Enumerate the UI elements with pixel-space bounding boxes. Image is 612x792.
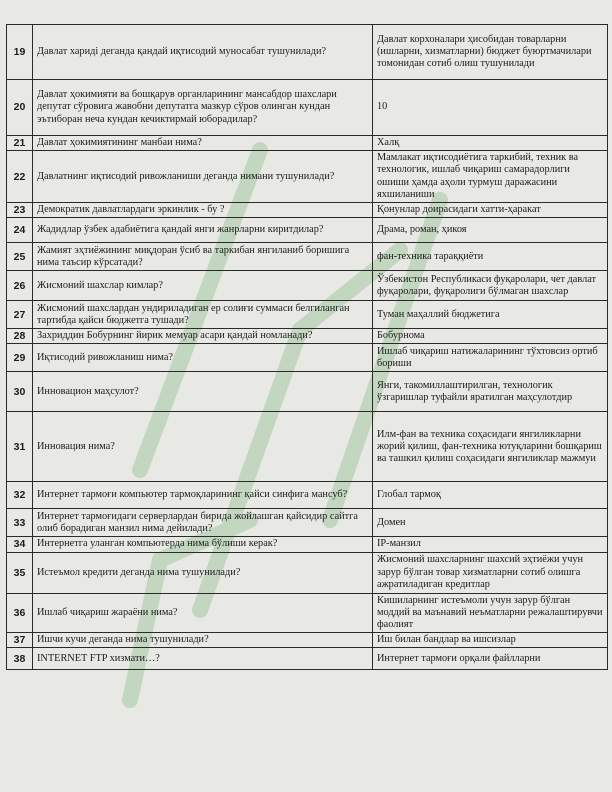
questions-table — [6, 24, 608, 670]
row-number: 29 — [7, 344, 33, 372]
question-cell: Давлатнинг иқтисодий ривожланиши деганда нимани тушунилади? — [33, 151, 373, 203]
row-number: 22 — [7, 151, 33, 203]
table-row — [7, 203, 608, 218]
answer-cell: Халқ — [373, 136, 608, 151]
table-row — [7, 372, 608, 412]
answer-cell: Янги, такомиллаштирилган, технологик ўзгаришлар туфайли яратилган маҳсулотдир — [373, 372, 608, 412]
question-cell: Истеъмол кредити деганда нима тушунилади? — [33, 552, 373, 593]
row-number: 32 — [7, 482, 33, 509]
question-cell: INTERNET FTP хизмати…? — [33, 648, 373, 670]
answer-cell: Глобал тармоқ — [373, 482, 608, 509]
question-cell: Жисмоний шахслар кимлар? — [33, 271, 373, 301]
answer-cell: Бобурнома — [373, 329, 608, 344]
row-number: 38 — [7, 648, 33, 670]
table-row — [7, 218, 608, 243]
row-number: 33 — [7, 509, 33, 537]
question-cell: Инновацион маҳсулот? — [33, 372, 373, 412]
answer-cell: Туман маҳаллий бюджетига — [373, 301, 608, 329]
row-number: 25 — [7, 243, 33, 271]
row-number: 27 — [7, 301, 33, 329]
table-row — [7, 593, 608, 633]
answer-cell: 10 — [373, 80, 608, 136]
row-number: 35 — [7, 552, 33, 593]
row-number: 36 — [7, 593, 33, 633]
row-number: 26 — [7, 271, 33, 301]
row-number: 21 — [7, 136, 33, 151]
question-cell: Жамият эҳтиёжининг миқдоран ўсиб ва таркибан янгиланиб боришига нима таъсир кўрсатади? — [33, 243, 373, 271]
answer-cell: Илм-фан ва техника соҳасидаги янгиликларни жорий қилиш, фан-техника ютуқларини бошқариш ва ташкил қилиш соҳасидаги янгиликлар мажмуи — [373, 412, 608, 482]
table-row — [7, 151, 608, 203]
row-number: 37 — [7, 633, 33, 648]
table-row — [7, 552, 608, 593]
question-cell: Инновация нима? — [33, 412, 373, 482]
answer-cell: Интернет тармоғи орқали файлларни — [373, 648, 608, 670]
table-row — [7, 412, 608, 482]
row-number: 20 — [7, 80, 33, 136]
table-row — [7, 482, 608, 509]
question-cell: Давлат ҳокимияти ва бошқарув органларининг мансабдор шахслари депутат сўровига жавобни депутатга мазкур сўров олинган кундан эътиборан неча кундан кечиктирмай юборадилар? — [33, 80, 373, 136]
answer-cell: Қонунлар доирасидаги хатти-ҳаракат — [373, 203, 608, 218]
question-cell: Жадидлар ўзбек адабиётига қандай янги жанрларни киритдилар? — [33, 218, 373, 243]
table-row — [7, 136, 608, 151]
table-row — [7, 329, 608, 344]
row-number: 31 — [7, 412, 33, 482]
answer-cell: Домен — [373, 509, 608, 537]
question-cell: Жисмоний шахслардан ундириладиган ер солиғи суммаси белгиланган тартибда қайси бюджетга тушади? — [33, 301, 373, 329]
table-row — [7, 80, 608, 136]
row-number: 30 — [7, 372, 33, 412]
table-row — [7, 509, 608, 537]
question-cell: Ишлаб чиқариш жараёни нима? — [33, 593, 373, 633]
table-row — [7, 25, 608, 80]
question-cell: Давлат харидi деганда қандай иқтисодий муносабат тушунилади? — [33, 25, 373, 80]
question-cell: Захриддин Бобурнинг йирик мемуар асари қандай номланади? — [33, 329, 373, 344]
table-row — [7, 271, 608, 301]
answer-cell: фан-техника тараққиёти — [373, 243, 608, 271]
question-cell: Иқтисодий ривожланиш нима? — [33, 344, 373, 372]
answer-cell: Ишлаб чиқариш натижаларининг тўхтовсиз ортиб бориши — [373, 344, 608, 372]
question-cell: Ишчи кучи деганда нима тушунилади? — [33, 633, 373, 648]
row-number: 24 — [7, 218, 33, 243]
question-cell: Интернет тармоғи компьютер тармоқларининг қайси синфига мансуб? — [33, 482, 373, 509]
row-number: 34 — [7, 537, 33, 552]
table-row — [7, 301, 608, 329]
answer-cell: IP-манзил — [373, 537, 608, 552]
answer-cell: Давлат корхоналари ҳисобидан товарларни (ишларни, хизматларни) бюджет буюртмачилари томонидан сотиб олиш тушунилади — [373, 25, 608, 80]
table-row — [7, 344, 608, 372]
table-row — [7, 537, 608, 552]
table-row — [7, 243, 608, 271]
answer-cell: Мамлакат иқтисодиётига таркибий, техник ва технологик, ишлаб чиқариш самарадорлиги ошиши ҳамда аҳоли турмуш даражасини яхшиланиши — [373, 151, 608, 203]
question-cell: Демократик давлатлардаги эркинлик - бу ? — [33, 203, 373, 218]
table-row — [7, 648, 608, 670]
answer-cell: Драма, роман, ҳикоя — [373, 218, 608, 243]
question-cell: Интернетга уланган компьютерда нима бўлиши керак? — [33, 537, 373, 552]
question-cell: Давлат ҳокимиятининг манбаи нима? — [33, 136, 373, 151]
answer-cell: Жисмоний шахсларнинг шахсий эҳтиёжи учун зарур бўлган товар хизматларни сотиб олишга ажратиладиган кредитлар — [373, 552, 608, 593]
row-number: 19 — [7, 25, 33, 80]
row-number: 28 — [7, 329, 33, 344]
answer-cell: Иш билан бандлар ва ишсизлар — [373, 633, 608, 648]
question-cell: Интернет тармоғидаги серверлардан бирида жойлашган қайсидир сайтга олиб борадиган манзил нима дейилади? — [33, 509, 373, 537]
answer-cell: Кишиларнинг истеъмоли учун зарур бўлган моддий ва маънавий неъматларни режалаштирувчи фаолият — [373, 593, 608, 633]
row-number: 23 — [7, 203, 33, 218]
table-row — [7, 633, 608, 648]
answer-cell: Ўзбекистон Республикаси фуқаролари, чет давлат фуқаролари, фуқаролиги бўлмаган шахслар — [373, 271, 608, 301]
